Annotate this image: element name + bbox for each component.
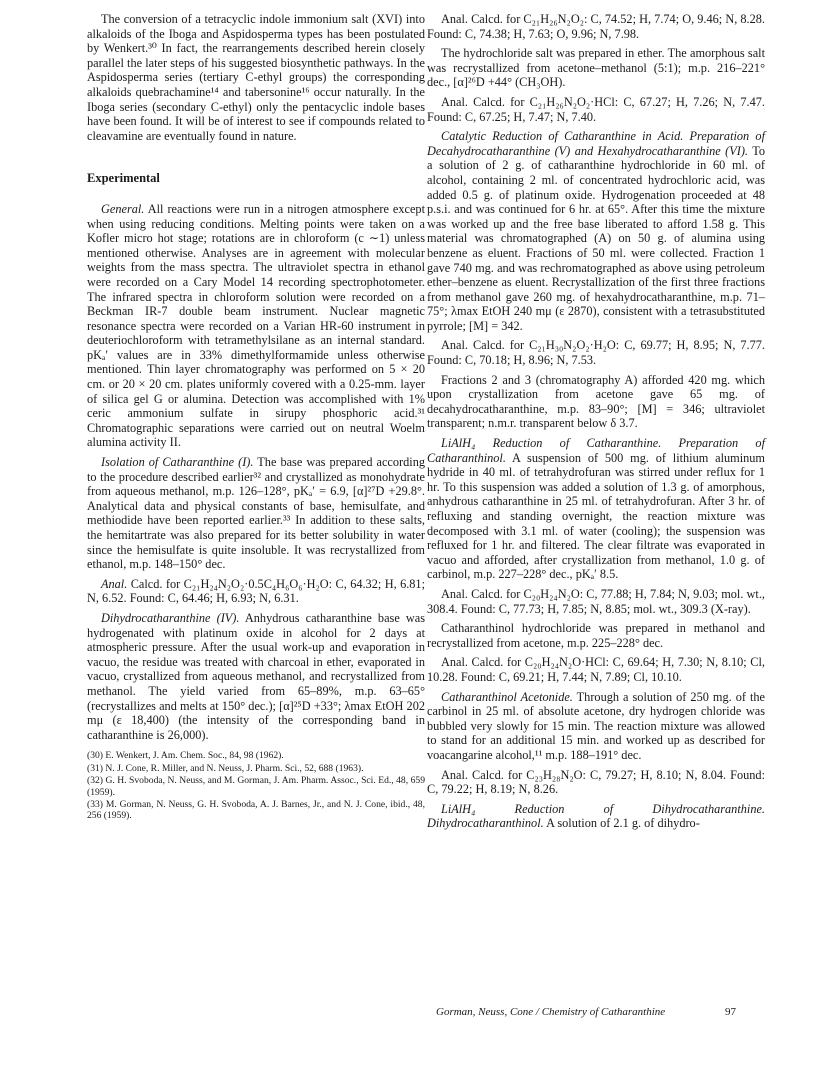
- lialh-lead: LiAlH₄ Reduction of Catharanthine. Preparation of Catharanthinol.: [427, 436, 765, 465]
- fractions-paragraph: Fractions 2 and 3 (chromatography A) afforded 420 mg. which upon crystallization from acetone gave 65 mg. of decahydrocatharanthine, m.p. 83–90°; [M] = 346; ultraviolet transparent; n.m.r. transparent below δ 3.7.: [427, 372, 765, 431]
- analysis-paragraph-7: Anal. Calcd. for C₂₃H₂₈N₂O: C, 79.27; H, 8.10; N, 8.04. Found: C, 79.22; H, 8.19; N, 8.26.: [427, 767, 765, 797]
- dihydro-paragraph: [87, 611, 425, 742]
- references: [87, 750, 425, 821]
- dihydro-lead: Dihydrocatharanthine (IV).: [101, 610, 240, 625]
- isolation-body: The base was prepared according to the procedure described earlier³² and crystallized as monohydrate from aqueous methanol, m.p. 126–128°, pKₐ′ = 6.9, [α]²⁷D +29.8°. Analytical data and physical constants of base, hemisulfate, and methiodide have been reported earlier.³³ In addition to these salts, the hemitartrate was also prepared for its better solubility in water since the hemisulfate is quite insoluble. It was recrystallized from ethanol, m.p. 148–150° dec.: [87, 455, 425, 572]
- lialh2-paragraph: [427, 802, 765, 831]
- hydrochloride-paragraph: The hydrochloride salt was prepared in ether. The amorphous salt was recrystallized from acetone–methanol (5:1); m.p. 216–221° dec., [α]²⁶D +44° (CH₃OH).: [427, 46, 765, 90]
- catalytic-paragraph: [427, 129, 765, 333]
- analysis-paragraph-1: [87, 577, 425, 606]
- general-body: All reactions were run in a nitrogen atmosphere except when using reducing conditions. Melting points were taken on a Kofler micro hot stage; rotations are in chloroform (c ∼1) unless mentioned otherwise. Analyses are in agreement with molecular weights from the mass spectra. The ultraviolet spectra in ethanol were recorded on a Cary Model 14 recording spectrophotometer. The infrared spectra in chloroform solution were recorded on a Beckman IR-7 double beam instrument. Nuclear magnetic resonance spectra were recorded on a Varian HR-60 instrument in deuteriochloroform with tetramethylsilane as an internal standard. pKₐ′ values are in 33% dimethylformamide unless otherwise mentioned. Thin layer chromatography was performed on 5 × 20 cm. or 20 × 20 cm. plates uniformly covered with a 0.25-mm. layer of silica gel G or alumina. Detection was accomplished with 1% ceric ammonium sulfate in sirupy phosphoric acid.³¹ Chromatographic separations were carried out on neutral Woelm alumina activity II.: [87, 201, 425, 450]
- isolation-lead: Isolation of Catharanthine (I).: [101, 455, 254, 470]
- acetonide-lead: Catharanthinol Acetonide.: [441, 689, 573, 704]
- acetonide-paragraph: [427, 690, 765, 763]
- analysis-paragraph-3: Anal. Calcd. for C₂₁H₂₆N₂O₂·HCl: C, 67.27; H, 7.26; N, 7.47. Found: C, 67.25; H, 7.47; N, 7.40.: [427, 94, 765, 124]
- lialh2-body: A solution of 2.1 g. of dihydro-: [543, 816, 700, 831]
- reference-item: (31) N. J. Cone, R. Miller, and N. Neuss, J. Pharm. Sci., 52, 688 (1963).: [87, 762, 364, 774]
- catharanthinol-hcl-paragraph: Catharanthinol hydrochloride was prepared in methanol and recrystallized from acetone, m.p. 225–228° dec.: [427, 621, 765, 650]
- acetonide-body: Through a solution of 250 mg. of the carbinol in 25 ml. of absolute acetone, dry hydrogen chloride was bubbled very slowly for 15 min. The reaction mixture was allowed to stand for an additional 15 min. and worked up as described for voacangarine alcohol,¹¹ m.p. 188–191° dec.: [427, 689, 765, 762]
- page-number: 97: [725, 1006, 736, 1018]
- general-paragraph: [87, 202, 425, 450]
- analysis-paragraph-6: Anal. Calcd. for C₂₀H₂₄N₂O·HCl: C, 69.64; H, 7.30; N, 8.10; Cl, 10.28. Found: C, 69.21; H, 7.44; N, 7.89; Cl, 10.10.: [427, 655, 765, 684]
- catalytic-body: To a solution of 2 g. of catharanthine hydrochloride in 60 ml. of alcohol, containing 2 ml. of concentrated hydrochloric acid, was added 0.5 g. of platinum oxide. Hydrogenation proceeded at 48 p.s.i. and was continued for 6 hr. at 65°. After this time the mixture was worked up and the free base liberated to afford 1.58 g. This material was chromatographed (A) on 50 g. of alumina using benzene as eluent. Fractions of 50 ml. were collected. Fraction 1 gave 740 mg. and was rechromatographed as above using petroleum ether–benzene as eluent. Recrystallization of the first three fractions from methanol gave 260 mg. of hexahydrocatharanthine, m.p. 71–75°; λmax EtOH 240 mμ (ε 2870), consistent with a tetrasubstituted pyrrole; [M] = 342.: [427, 143, 765, 333]
- dihydro-body: Anhydrous catharanthine base was hydrogenated with platinum oxide in alcohol for 2 days at atmospheric pressure. After the usual work-up and evaporation in vacuo, the residue was treated with charcoal in ether, evaporated in vacuo, crystallized from aqueous methanol, and recrystallized from methanol. The yield varied from 65–89%, m.p. 63–65° (recrystallizes and melts at 150° dec.); [α]²⁵D +33°; λmax EtOH 202 mμ (ε 18,400) (the intensity of the corresponding band in catharanthine is 26,000).: [87, 610, 425, 742]
- analysis-paragraph-2: Anal. Calcd. for C₂₁H₂₆N₂O₂: C, 74.52; H, 7.74; O, 9.46; N, 8.28. Found: C, 74.38; H, 7.63; O, 9.96; N, 7.98.: [427, 12, 765, 41]
- analysis-paragraph-5: Anal. Calcd. for C₂₀H₂₄N₂O: C, 77.88; H, 7.84; N, 9.03; mol. wt., 308.4. Found: C, 77.73; H, 7.85; N, 8.85; mol. wt., 309.3 (X-ray).: [427, 586, 765, 616]
- page-footer: [436, 1006, 736, 1018]
- anal-body: Calcd. for C₂₁H₂₄N₂O₂·0.5C₄H₆O₆·H₂O: C, 64.32; H, 6.81; N, 6.52. Found: C, 64.46; H, 6.93; N, 6.31.: [87, 576, 425, 606]
- intro-paragraph: The conversion of a tetracyclic indole immonium salt (XVI) into alkaloids of the Iboga and Aspidosperma types has been postulated by Wenkert.³⁰ In fact, the rearrangements described herein closely parallel the later steps of his suggested biosynthetic pathways. In the Aspidosperma series (tertiary C-ethyl groups) the corresponding alkaloids quebrachamine¹⁴ and tabersonine¹⁶ occur naturally. In the Iboga series (secondary C-ethyl) only the pentacyclic indole bases have been found. It will be of interest to see if compounds related to cleavamine are eventually found in nature.: [87, 12, 425, 143]
- general-lead: General.: [101, 201, 145, 216]
- catalytic-lead: Catalytic Reduction of Catharanthine in Acid. Preparation of Decahydrocatharanthine (V) and Hexahydrocatharanthine (VI).: [427, 129, 765, 158]
- lialh-body: A suspension of 500 mg. of lithium aluminum hydride in 40 ml. of tetrahydrofuran was stirred under reflux for 1 hr. To this suspension was added a solution of 1.3 g. of amorphous, anhydrous catharanthine in 25 ml. of tetrahydrofuran. After 3 hr. of refluxing and standing overnight, the reaction mixture was decomposed with 3.1 ml. of water (cooling); the suspension was refluxed for 1 hr. and filtered. The clear filtrate was evaporated in vacuo and afforded, after crystallization from methanol, 1.0 g. of carbinol, m.p. 227–228° dec., pKₐ′ 8.5.: [427, 450, 765, 582]
- lialh-paragraph: [427, 436, 765, 582]
- running-title: Gorman, Neuss, Cone / Chemistry of Catharanthine: [436, 1006, 666, 1018]
- right-column: [427, 12, 765, 836]
- analysis-paragraph-4: Anal. Calcd. for C₂₁H₃₀N₂O₂·H₂O: C, 69.77; H, 8.95; N, 7.77. Found: C, 70.18; H, 8.96; N, 7.53.: [427, 338, 765, 368]
- left-column: [87, 12, 425, 823]
- reference-item: (33) M. Gorman, N. Neuss, G. H. Svoboda, A. J. Barnes, Jr., and N. J. Cone, ibid., 48, 256 (1959).: [87, 798, 425, 822]
- experimental-heading: Experimental: [87, 171, 160, 186]
- lialh2-lead: LiAlH₄ Reduction of Dihydrocatharanthine. Dihydrocatharanthinol.: [427, 801, 765, 831]
- reference-item: (32) G. H. Svoboda, N. Neuss, and M. Gorman, J. Am. Pharm. Assoc., Sci. Ed., 48, 659 (1959).: [87, 775, 425, 798]
- isolation-paragraph: [87, 455, 425, 572]
- reference-item: (30) E. Wenkert, J. Am. Chem. Soc., 84, 98 (1962).: [87, 750, 284, 762]
- anal-lead: Anal.: [101, 576, 128, 591]
